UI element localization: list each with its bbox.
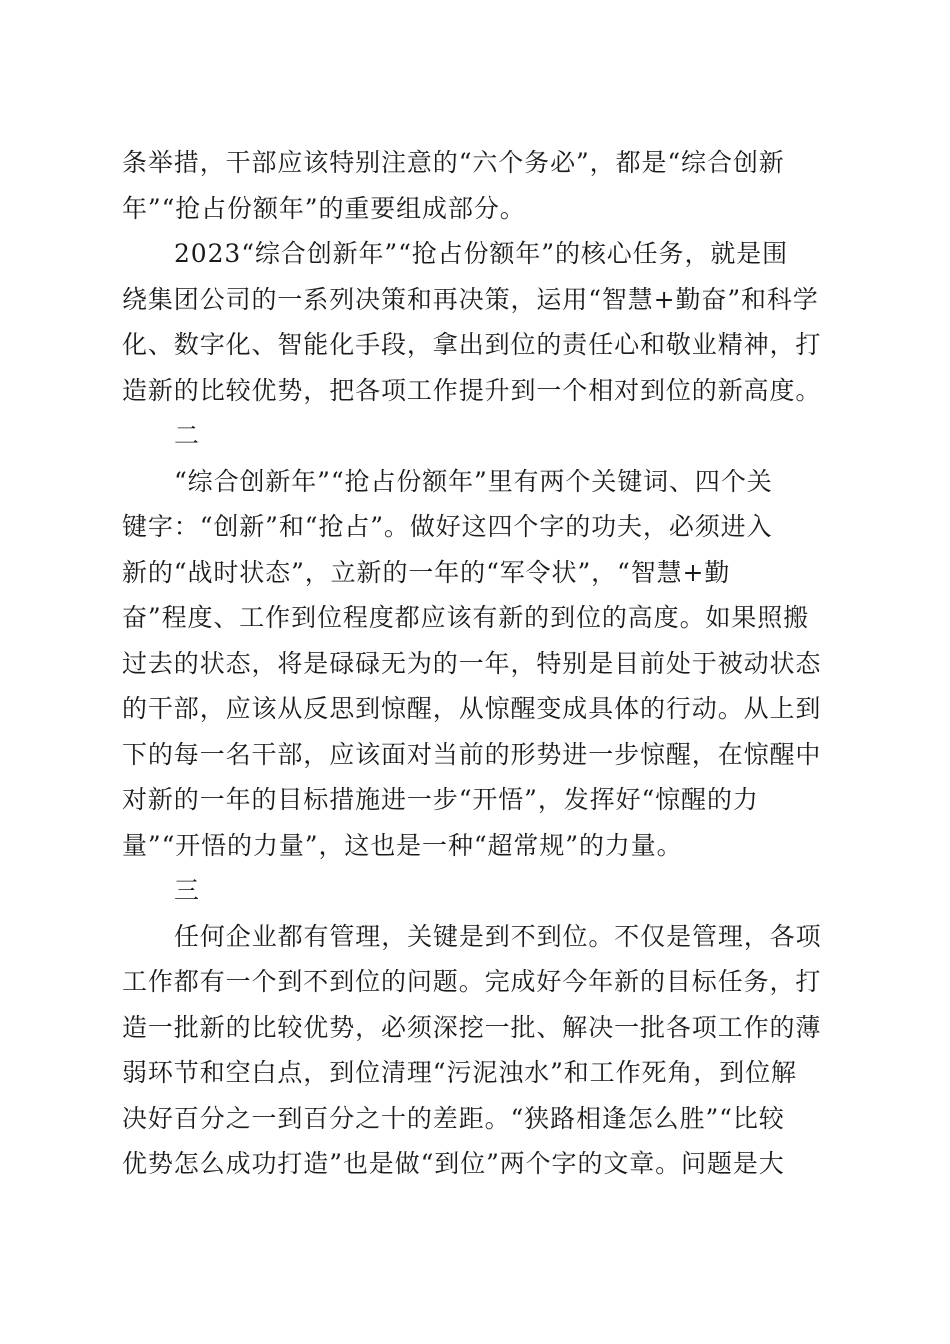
text-line: 过去的状态，将是碌碌无为的一年，特别是目前处于被动状态 bbox=[122, 648, 822, 678]
paragraph-first-line: 任何企业都有管理，关键是到不到位。不仅是管理，各项 bbox=[174, 921, 822, 951]
text-line: 工作都有一个到不到位的问题。完成好今年新的目标任务，打 bbox=[122, 967, 822, 996]
text-line: 优势怎么成功打造”也是做“到位”两个字的文章。问题是大 bbox=[122, 1149, 785, 1178]
text-line: 奋”程度、工作到位程度都应该有新的到位的高度。如果照搬 bbox=[122, 603, 810, 632]
text-line: 弱环节和空白点，到位清理“污泥浊水”和工作死角，到位解 bbox=[122, 1058, 797, 1087]
document-body bbox=[122, 140, 830, 1187]
text-line: 决好百分之一到百分之十的差距。“狭路相逢怎么胜”“比较 bbox=[122, 1103, 785, 1133]
text-line: 的干部，应该从反思到惊醒，从惊醒变成具体的行动。从上到 bbox=[122, 694, 822, 723]
text-line: 新的“战时状态”，立新的一年的“军令状”，“智慧+勤 bbox=[122, 557, 731, 587]
text-line: 量”“开悟的力量”，这也是一种“超常规”的力量。 bbox=[122, 830, 683, 860]
text-line: 条举措，干部应该特别注意的“六个务必”，都是“综合创新 bbox=[122, 148, 785, 177]
section-heading-three: 三 bbox=[174, 876, 200, 905]
paragraph-first-line: 2023“综合创新年”“抢占份额年”的核心任务，就是围 bbox=[174, 239, 789, 268]
text-line: 绕集团公司的一系列决策和再决策，运用“智慧+勤奋”和科学 bbox=[122, 284, 819, 314]
text-line: 键字：“创新”和“抢占”。做好这四个字的功夫，必须进入 bbox=[122, 512, 773, 541]
text-line: 造新的比较优势，把各项工作提升到一个相对到位的新高度。 bbox=[122, 375, 822, 405]
text-line: 造一批新的比较优势，必须深挖一批、解决一批各项工作的薄 bbox=[122, 1012, 822, 1042]
text-line: 年”“抢占份额年”的重要组成部分。 bbox=[122, 193, 526, 223]
text-line: 对新的一年的目标措施进一步“开悟”，发挥好“惊醒的力 bbox=[122, 785, 759, 814]
text-line: 下的每一名干部，应该面对当前的形势进一步惊醒，在惊醒中 bbox=[122, 739, 822, 769]
paragraph-first-line: “综合创新年”“抢占份额年”里有两个关键词、四个关 bbox=[174, 466, 773, 496]
section-heading-two: 二 bbox=[174, 421, 200, 450]
text-line: 化、数字化、智能化手段，拿出到位的责任心和敬业精神，打 bbox=[122, 330, 822, 359]
